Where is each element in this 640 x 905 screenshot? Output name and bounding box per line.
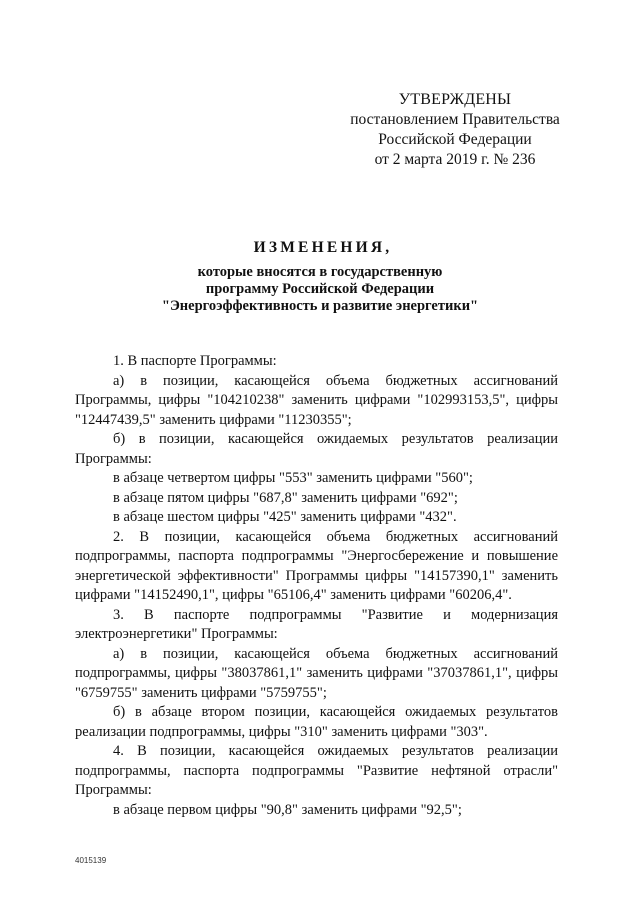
paragraph-1b-item-1: в абзаце четвертом цифры "553" заменить цифрами "560"; [113,470,473,486]
paragraph-1b: б) в позиции, касающейся ожидаемых результатов реализации Программы: [75,431,558,467]
document-title: ИЗМЕНЕНИЯ, [253,239,393,256]
document-heading [0,236,640,315]
document-code: 4015139 [75,856,107,865]
paragraph-1a: а) в позиции, касающейся объема бюджетных ассигнований Программы, цифры "104210238" заменить цифрами "102993153,5", цифры "12447439,5" заменить цифрами "11230355"; [75,372,558,428]
paragraph-3a: а) в позиции, касающейся объема бюджетных ассигнований подпрограммы, цифры "38037861,1" заменить цифрами "37037861,1", цифры "6759755" заменить цифрами "5759755"; [75,645,558,701]
heading-line-3: "Энергоэффективность и развитие энергетики" [161,298,479,314]
heading-line-1: которые вносятся в государственную [197,264,443,280]
paragraph-3: 3. В паспорте подпрограммы "Развитие и модернизация электроэнергетики" Программы: [75,606,558,642]
paragraph-1b-item-3: в абзаце шестом цифры "425" заменить цифрами "432". [113,509,457,525]
heading-line-2: программу Российской Федерации [205,281,435,297]
paragraph-3b: б) в абзаце втором позиции, касающейся ожидаемых результатов реализации подпрограммы, цифры "310" заменить цифрами "303". [75,704,558,740]
approval-line-2: Российской Федерации [378,131,532,148]
paragraph-2: 2. В позиции, касающейся объема бюджетных ассигнований подпрограммы, паспорта подпрограммы "Энергосбережение и повышение энергетической эффективности" Программы цифры "14157390,1" заменить цифрами "14152490,1", цифры "65106,4" заменить цифрами "60206,4". [75,528,558,603]
paragraph-4: 4. В позиции, касающейся ожидаемых результатов реализации подпрограммы, паспорта подпрограммы "Развитие нефтяной отрасли" Программы: [75,743,558,798]
document-body [75,352,558,820]
approval-line-1: постановлением Правительства [350,111,560,128]
paragraph-4-item-1: в абзаце первом цифры "90,8" заменить цифрами "92,5"; [113,801,462,818]
approval-block [340,90,570,170]
paragraph-1b-item-2: в абзаце пятом цифры "687,8" заменить цифрами "692"; [113,489,458,506]
approval-line-3: от 2 марта 2019 г. № 236 [374,151,536,168]
paragraph-1: 1. В паспорте Программы: [113,353,277,369]
approval-title: УТВЕРЖДЕНЫ [398,91,512,108]
